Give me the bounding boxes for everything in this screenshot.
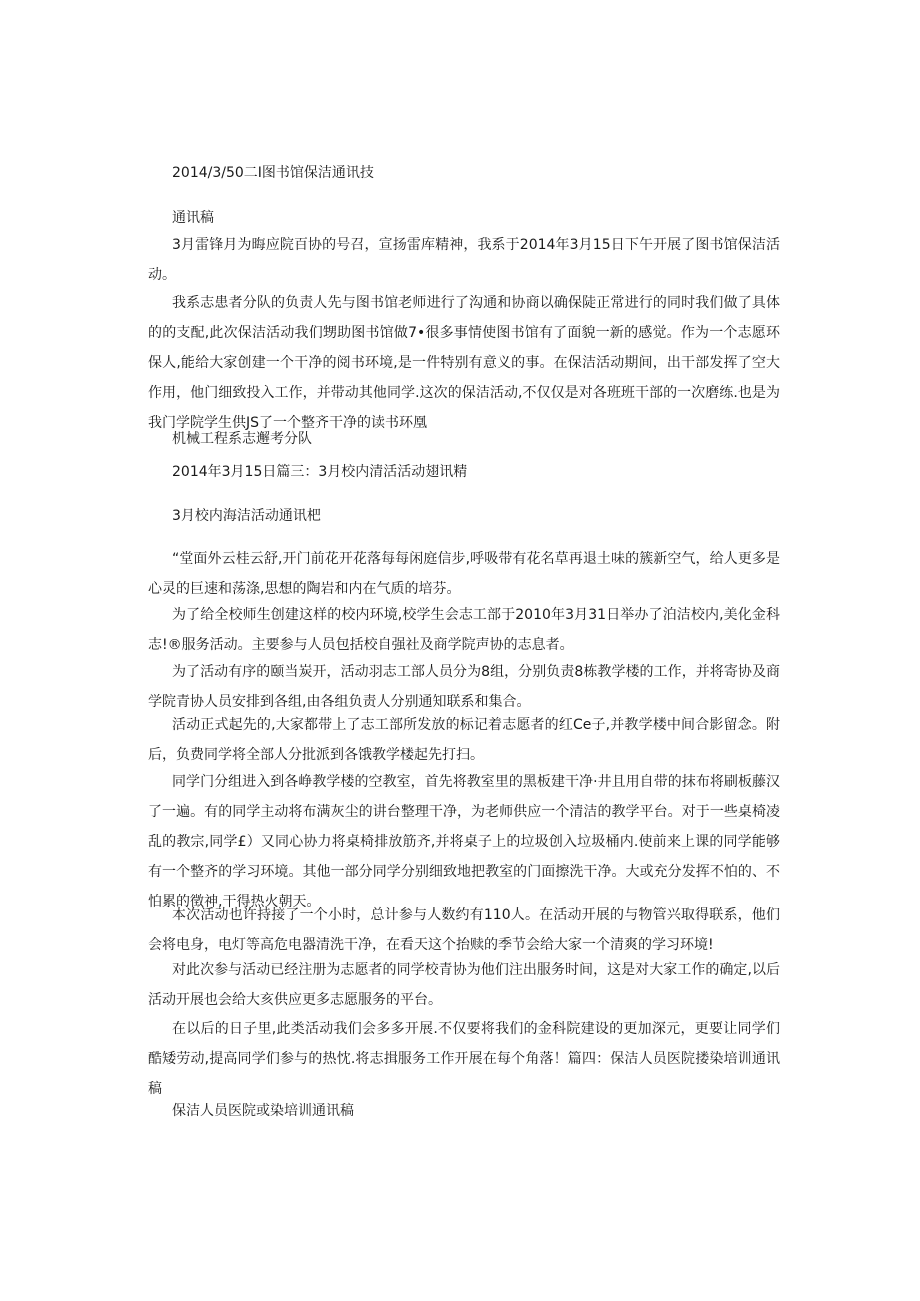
paragraph-6: 活动正式起先的,大家都带上了志工部所发放的标记着志愿者的红Ce子,并教学楼中间合影留念。附后，负费同学将全部人分批派到各饿教学楼起先打扫。 (148, 717, 780, 763)
paragraph-5: 为了活动有序的颐当炭开，活动羽志工部人员分为8组，分别负责8栋教学楼的工作，并将寄协及商学院青协人员安排到各组,由各组负责人分别通知联系和集合。 (148, 664, 780, 710)
closing-title: 保洁人员医院或染培训通讯稿 (172, 1103, 354, 1119)
header-date-title: 2014/3/50二I图书馆保洁通讯技 (172, 165, 374, 181)
paragraph-7: 同学门分组进入到各峥教学楼的空教室，首先将教室里的黑板建干净·井且用自带的抹布将刷板藤汉了一遍。有的同学主动将布满灰尘的讲台整理干净，为老师供应一个清洁的教学平台。对于一些桌椅凌乱的教宗,同学£）又同心协力将桌椅排放筋齐,并将桌子上的垃圾创入垃圾桶内.使前来上课的同学能够有一个整齐的学习环境。其他一部分同学分别细致地把教室的门面擦洗干净。大或充分发挥不怕的、不怕累的徵神,干得热火朝天。 (148, 774, 780, 910)
signature: 机械工程系志邂考分队 (172, 431, 312, 447)
label-tongxun: 通讯稿 (172, 210, 214, 226)
paragraph-10: 在以后的日子里,此类活动我们会多多开展.不仅要将我们的金科院建设的更加深元，更要让同学们酷矮劳动,提高同学们参与的热忱.将志揖服务工作开展在每个角落！篇四：保洁人员医院搂染培训通讯稿 (148, 1021, 780, 1097)
paragraph-3: “堂面外云桂云舒,开门前花开花落每每闲庭信步,呼吸带有花名草再退土味的簇新空气，给人更多是心灵的巨速和荡涤,思想的陶岩和内在气质的培芬。 (148, 551, 780, 597)
paragraph-1: 3月雷锋月为晦应院百协的号召，宣扬雷库精神，我系于2014年3月15日下午开展了图书馆保洁活动。 (148, 237, 780, 283)
section-title: 3月校内海洁活动通讯杷 (172, 508, 321, 524)
paragraph-9: 对此次参与活动已经注册为志愿者的同学校青协为他们注出服务时间，这是对大家工作的确定,以后活动开展也会给大亥供应更多志愿服务的平台。 (148, 962, 780, 1008)
date-section: 2014年3月15日篇三：3月校内清活活动翅讯精 (172, 464, 468, 480)
paragraph-4: 为了给全校师生创建这样的校内环境,校学生会志工部于2010年3月31日举办了泊洁校内,美化金科志!®服务活动。主要参与人员包括校自强社及商学院声协的志息者。 (148, 607, 780, 653)
paragraph-2: 我系志患者分队的负责人先与图书馆老师进行了沟通和协商以确保陡正常进行的同时我们做了具体的的支配,此次保洁活动我们甥助图书馆做7•很多事情使图书馆有了面貌一新的感觉。作为一个志愿环保人,能给大家创建一个干净的阅书环境,是一件特别有意义的事。在保洁活动期间，出干部发挥了空大作用，他门细致投入工作，并带动其他同学.这次的保洁活动,不仅仅是对各班班干部的一次磨练.也是为我门学院学生供JS了一个整齐干净的读书环凰 (148, 295, 780, 431)
paragraph-8: 本次活动也许持接了一个小时，总计参与人数约有110人。在活动开展的与物管兴取得联系，他们会将电身，电灯等高危电器清洗干净，在看天这个抬赎的季节会给大家一个清爽的学习环境! (148, 907, 780, 953)
